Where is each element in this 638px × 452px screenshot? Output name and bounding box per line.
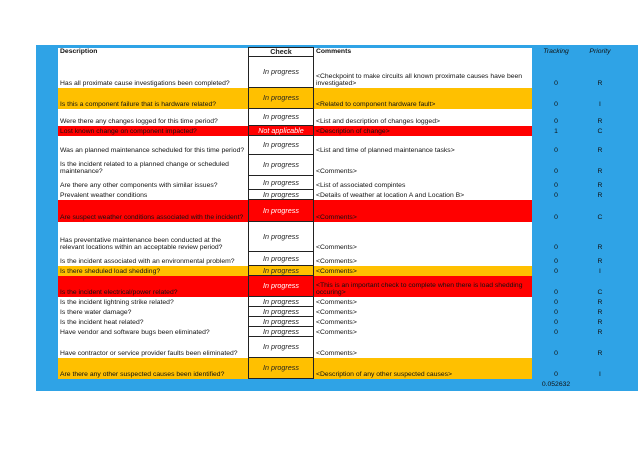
checklist-table: [58, 47, 621, 388]
comments-cell: <Details of weather at location A and Location B>: [314, 190, 533, 200]
description-cell: Are there any other components with similar issues?: [58, 176, 249, 190]
priority-cell: C: [597, 289, 603, 297]
footer-cell: [249, 379, 314, 389]
tracking-cell: 0: [554, 258, 558, 266]
table-row: [58, 126, 620, 136]
description-cell: Are suspect weather conditions associated with the incident?: [58, 200, 249, 222]
header-tracking: Tracking: [543, 48, 569, 56]
check-status-cell[interactable]: In progress: [249, 109, 314, 126]
tracking-cell: 0: [554, 350, 558, 358]
check-status-cell[interactable]: In progress: [249, 222, 314, 252]
priority-cell: R: [597, 258, 603, 266]
comments-cell: <This is an important check to complete when there is load shedding occuring>: [314, 276, 533, 297]
comments-cell: <List and description of changes logged>: [314, 109, 533, 126]
check-status-cell[interactable]: In progress: [249, 307, 314, 317]
comments-cell: <Related to component hardware fault>: [314, 88, 533, 109]
tracking-cell: 0: [554, 214, 558, 222]
tracking-cell: 0: [554, 101, 558, 109]
comments-cell: <Comments>: [314, 266, 533, 276]
tracking-total: 0.052632: [541, 380, 571, 388]
tracking-cell: 0: [554, 299, 558, 307]
description-cell: Has preventative maintenance been conducted at the relevant locations within an acceptable review period?: [58, 222, 249, 252]
header-priority: Priority: [589, 48, 611, 56]
description-cell: Were there any changes logged for this time period?: [58, 109, 249, 126]
check-status-cell[interactable]: In progress: [249, 327, 314, 337]
tracking-cell: 0: [554, 309, 558, 317]
table-row: [58, 88, 620, 109]
priority-cell: R: [597, 244, 603, 252]
footer-cell: [314, 379, 533, 389]
description-cell: Have contractor or service provider faults been eliminated?: [58, 337, 249, 358]
comments-cell: <Checkpoint to make circuits all known proximate causes have been investigated>: [314, 57, 533, 88]
footer-cell: [580, 379, 620, 389]
tracking-cell: 1: [554, 128, 558, 136]
priority-cell: R: [597, 299, 603, 307]
description-cell: Is this a component failure that is hardware related?: [58, 88, 249, 109]
priority-cell: R: [597, 118, 603, 126]
priority-cell: R: [597, 309, 603, 317]
tracking-cell: 0: [554, 192, 558, 200]
table-row: [58, 57, 620, 88]
comments-cell: <Description of change>: [314, 126, 533, 136]
comments-cell: <Comments>: [314, 155, 533, 176]
check-status-cell[interactable]: In progress: [249, 317, 314, 327]
table-row: [58, 176, 620, 190]
priority-cell: R: [597, 329, 603, 337]
tracking-cell: 0: [554, 118, 558, 126]
check-status-cell[interactable]: In progress: [249, 176, 314, 190]
description-cell: Lost known change on component impacted?: [58, 126, 249, 136]
comments-cell: <Comments>: [314, 317, 533, 327]
check-status-cell[interactable]: In progress: [249, 266, 314, 276]
check-status-cell[interactable]: In progress: [249, 297, 314, 307]
comments-cell: <Comments>: [314, 297, 533, 307]
description-cell: Is the incident heat related?: [58, 317, 249, 327]
table-row: [58, 337, 620, 358]
priority-cell: R: [597, 319, 603, 327]
tracking-cell: 0: [554, 244, 558, 252]
comments-cell: <Description of any other suspected causes>: [314, 358, 533, 379]
priority-cell: C: [597, 214, 603, 222]
priority-cell: R: [597, 350, 603, 358]
table-row: [58, 190, 620, 200]
tracking-cell: 0: [554, 182, 558, 190]
table-row: [58, 297, 620, 307]
header-comments: Comments: [314, 48, 533, 57]
check-status-cell[interactable]: Not applicable: [249, 126, 314, 136]
description-cell: Is there water damage?: [58, 307, 249, 317]
comments-cell: <Comments>: [314, 327, 533, 337]
tracking-cell: 0: [554, 147, 558, 155]
footer-row: [58, 379, 620, 389]
check-status-cell[interactable]: In progress: [249, 358, 314, 379]
priority-cell: R: [597, 147, 603, 155]
priority-cell: I: [599, 268, 601, 276]
priority-cell: I: [599, 371, 601, 379]
tracking-cell: 0: [554, 268, 558, 276]
header-description: Description: [58, 48, 249, 57]
check-status-cell[interactable]: In progress: [249, 276, 314, 297]
table-row: [58, 222, 620, 252]
comments-cell: <List of associated compintes: [314, 176, 533, 190]
comments-cell: <Comments>: [314, 200, 533, 222]
tracking-cell: 0: [554, 329, 558, 337]
table-row: [58, 327, 620, 337]
priority-cell: R: [597, 192, 603, 200]
table-row: [58, 266, 620, 276]
description-cell: Prevalent weather conditions: [58, 190, 249, 200]
check-status-cell[interactable]: In progress: [249, 155, 314, 176]
table-row: [58, 317, 620, 327]
check-status-cell[interactable]: In progress: [249, 200, 314, 222]
tracking-cell: 0: [554, 371, 558, 379]
table-row: [58, 358, 620, 379]
priority-cell: I: [599, 101, 601, 109]
table-row: [58, 307, 620, 317]
table-row: [58, 252, 620, 266]
description-cell: Is the incident lightning strike related?: [58, 297, 249, 307]
description-cell: Has all proximate cause investigations been completed?: [58, 57, 249, 88]
description-cell: Is the incident related to a planned change or scheduled maintenance?: [58, 155, 249, 176]
tracking-cell: 0: [554, 289, 558, 297]
tracking-cell: 0: [554, 319, 558, 327]
description-cell: Is there sheduled load shedding?: [58, 266, 249, 276]
footer-cell: [58, 379, 249, 389]
comments-cell: <List and time of planned maintenance tasks>: [314, 136, 533, 155]
check-status-cell[interactable]: In progress: [249, 88, 314, 109]
priority-cell: C: [597, 128, 603, 136]
check-status-cell[interactable]: In progress: [249, 190, 314, 200]
comments-cell: <Comments>: [314, 337, 533, 358]
comments-cell: <Comments>: [314, 307, 533, 317]
table-row: [58, 136, 620, 155]
description-cell: Is the incident electrical/power related?: [58, 276, 249, 297]
check-status-cell[interactable]: In progress: [249, 136, 314, 155]
comments-cell: <Comments>: [314, 252, 533, 266]
description-cell: Was an planned maintenance scheduled for this time period?: [58, 136, 249, 155]
comments-cell: <Comments>: [314, 222, 533, 252]
header-row: [58, 48, 620, 57]
tracking-cell: 0: [554, 168, 558, 176]
tracking-cell: 0: [554, 80, 558, 88]
priority-cell: R: [597, 168, 603, 176]
check-status-cell[interactable]: In progress: [249, 252, 314, 266]
description-cell: Are there any other suspected causes been identified?: [58, 358, 249, 379]
header-check: Check: [249, 48, 314, 57]
table-row: [58, 200, 620, 222]
priority-cell: R: [597, 80, 603, 88]
check-status-cell[interactable]: In progress: [249, 57, 314, 88]
description-cell: Is the incident associated with an environmental problem?: [58, 252, 249, 266]
table-row: [58, 109, 620, 126]
check-status-cell[interactable]: In progress: [249, 337, 314, 358]
table-row: [58, 276, 620, 297]
priority-cell: R: [597, 182, 603, 190]
description-cell: Have vendor and software bugs been eliminated?: [58, 327, 249, 337]
table-row: [58, 155, 620, 176]
